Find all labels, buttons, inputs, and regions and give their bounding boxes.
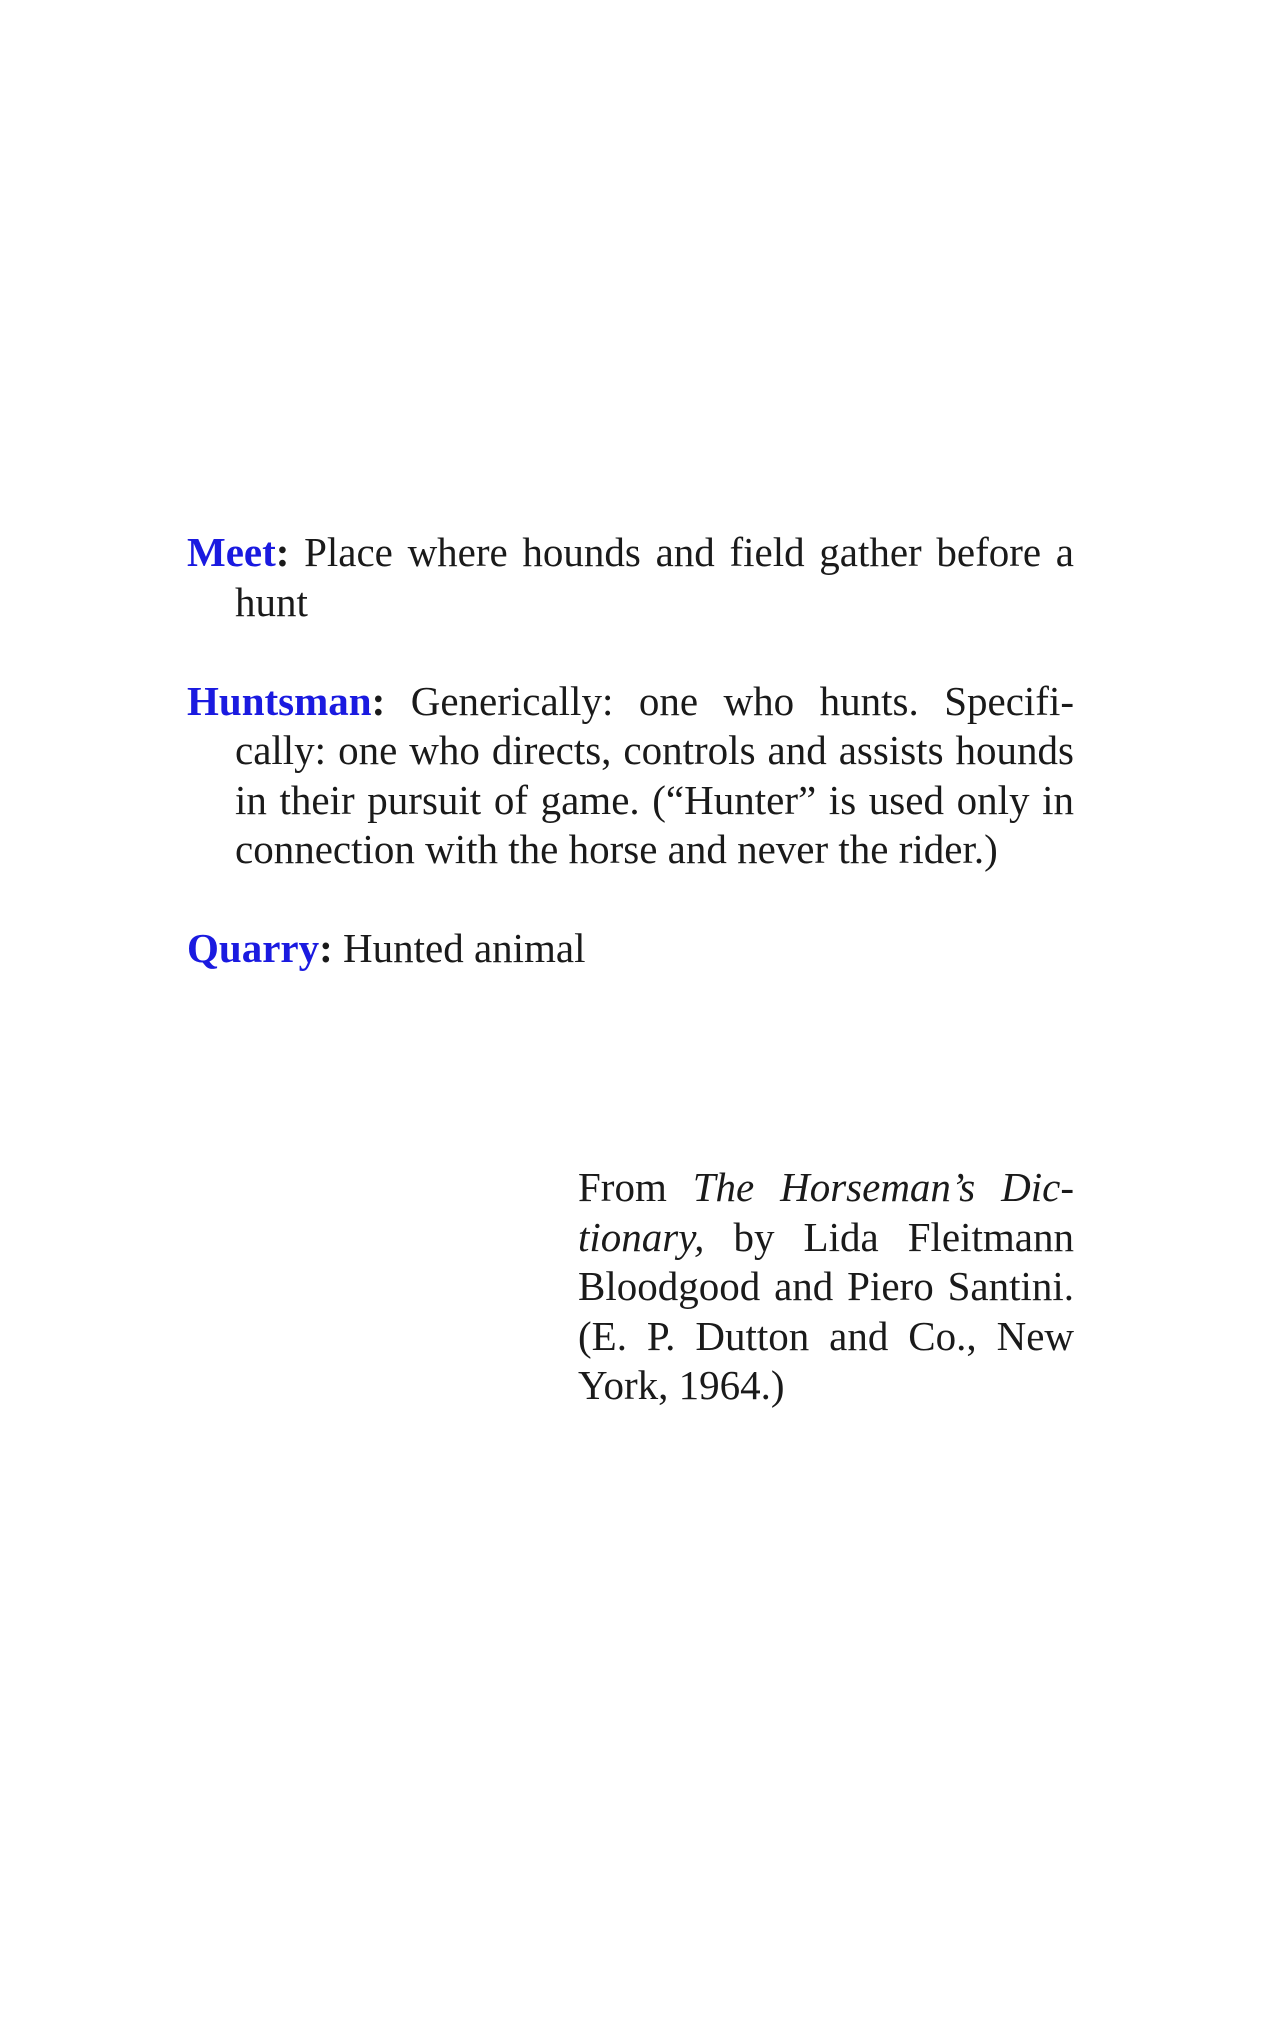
citation-prefix: From [578, 1164, 693, 1210]
glossary-definition: Hunted animal [332, 925, 586, 971]
term-colon: : [371, 677, 386, 724]
term-colon: : [319, 925, 333, 971]
glossary-definition: Place where hounds and field gather before a hunt [235, 529, 1074, 625]
citation-details: by Lida Fleitmann Bloodgood and Piero Santini. (E. P. Dutton and Co., New York, 1964.) [578, 1213, 1074, 1408]
glossary-term: Quarry [187, 925, 320, 971]
glossary-entry-meet [187, 528, 1074, 627]
glossary-entry-huntsman [187, 677, 1074, 875]
glossary-definition: Generically: one who hunts. Specifically: one who directs, controls and assists hounds in their pursuit of game. (“Hunter” is used only in connection with the horse and never the rider.) [235, 677, 1074, 872]
glossary-list [187, 528, 1074, 1023]
glossary-entry-quarry [187, 924, 1074, 974]
source-citation [578, 1163, 1074, 1411]
citation-book-title: The Horseman’s Dictionary, [578, 1164, 1074, 1260]
term-colon: : [275, 529, 290, 575]
glossary-term: Meet [187, 529, 276, 575]
glossary-term: Huntsman [187, 677, 372, 724]
